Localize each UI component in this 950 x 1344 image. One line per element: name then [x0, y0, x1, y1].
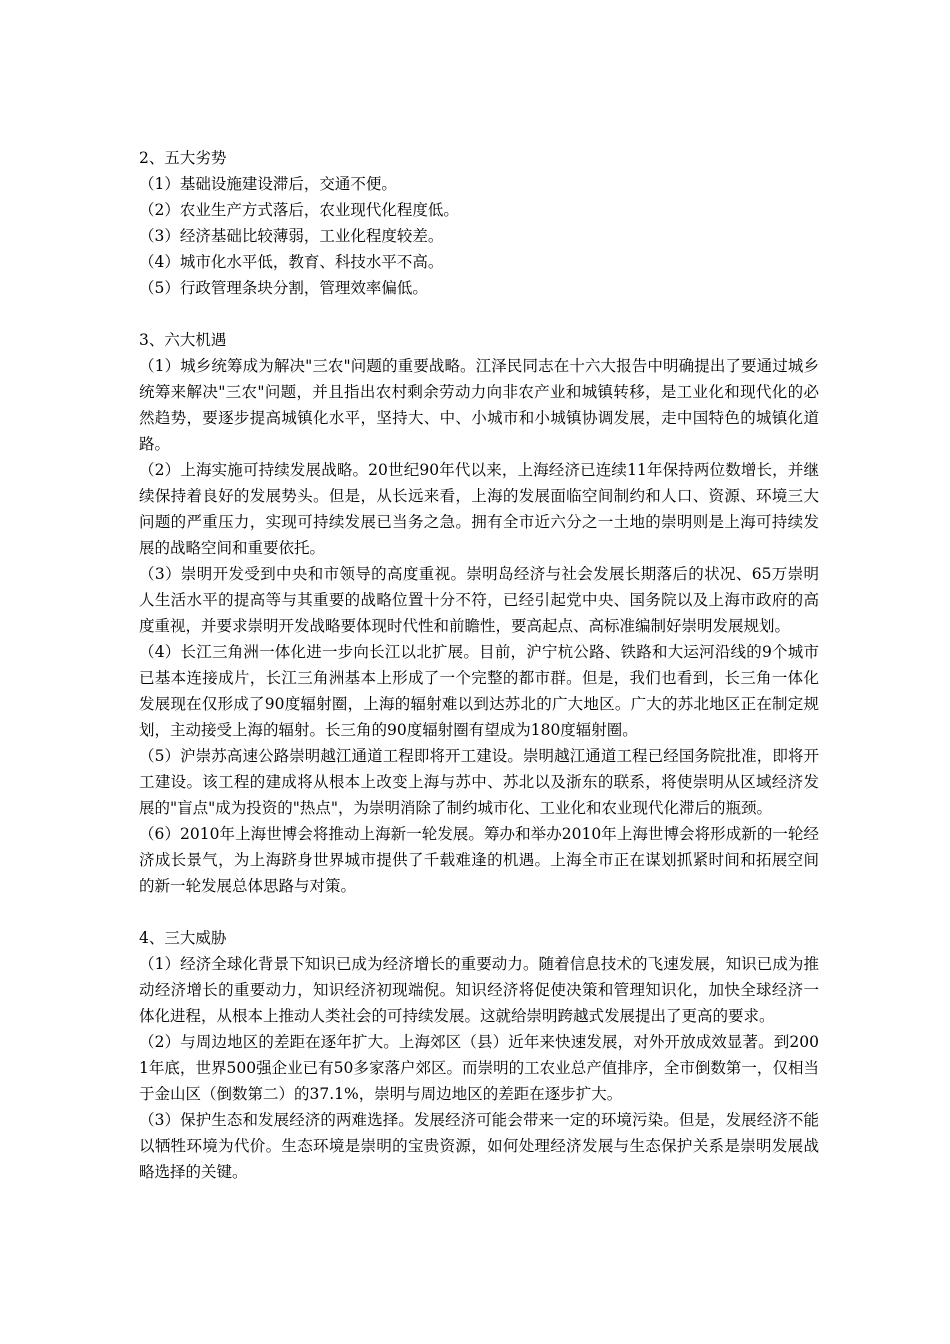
paragraph: （6）2010年上海世博会将推动上海新一轮发展。筹办和举办2010年上海世博会将形成新的一轮经济成长景气，为上海跻身世界城市提供了千载难逢的机遇。上海全市正在谋划抓紧时间和拓展空间的新一轮发展总体思路与对策。 — [139, 825, 819, 895]
paragraph: （3）保护生态和发展经济的两难选择。发展经济可能会带来一定的环境污染。但是，发展经济不能以牺牲环境为代价。生态环境是崇明的宝贵资源，如何处理经济发展与生态保护关系是崇明发展战略选择的关键。 — [139, 1111, 819, 1181]
section-heading: 3、六大机遇 — [139, 331, 227, 349]
section-weaknesses — [139, 145, 819, 301]
list-item: （3）经济基础比较薄弱，工业化程度较差。 — [139, 227, 444, 245]
list-item: （4）城市化水平低，教育、科技水平不高。 — [139, 253, 444, 271]
paragraph: （2）上海实施可持续发展战略。20世纪90年代以来，上海经济已连续11年保持两位数增长，并继续保持着良好的发展势头。但是，从长远来看，上海的发展面临空间制约和人口、资源、环境三大问题的严重压力，实现可持续发展已当务之急。拥有全市近六分之一土地的崇明则是上海可持续发展的战略空间和重要依托。 — [139, 461, 819, 557]
section-opportunities — [139, 327, 819, 899]
list-item: （5）行政管理条块分割，管理效率偏低。 — [139, 279, 428, 297]
section-heading: 4、三大威胁 — [139, 929, 227, 947]
paragraph: （4）长江三角洲一体化进一步向长江以北扩展。目前，沪宁杭公路、铁路和大运河沿线的9个城市已基本连接成片，长江三角洲基本上形成了一个完整的都市群。但是，我们也看到，长三角一体化发展现在仅形成了90度辐射圈，上海的辐射难以到达苏北的广大地区。广大的苏北地区正在制定规划，主动接受上海的辐射。长三角的90度辐射圈有望成为180度辐射圈。 — [139, 643, 819, 739]
section-threats — [139, 925, 819, 1185]
paragraph: （2）与周边地区的差距在逐年扩大。上海郊区（县）近年来快速发展，对外开放成效显著。到2001年底，世界500强企业已有50多家落户郊区。而崇明的工农业总产值排序，全市倒数第一，仅相当于金山区（倒数第二）的37.1%，崇明与周边地区的差距在逐步扩大。 — [139, 1033, 819, 1103]
paragraph: （1）经济全球化背景下知识已成为经济增长的重要动力。随着信息技术的飞速发展，知识已成为推动经济增长的重要动力，知识经济初现端倪。知识经济将促使决策和管理知识化，加快全球经济一体化进程，从根本上推动人类社会的可持续发展。这就给崇明跨越式发展提出了更高的要求。 — [139, 955, 819, 1025]
paragraph: （5）沪崇苏高速公路崇明越江通道工程即将开工建设。崇明越江通道工程已经国务院批准，即将开工建设。该工程的建成将从根本上改变上海与苏中、苏北以及浙东的联系，将使崇明从区域经济发展的"盲点"成为投资的"热点"，为崇明消除了制约城市化、工业化和农业现代化滞后的瓶颈。 — [139, 747, 819, 817]
paragraph: （3）崇明开发受到中央和市领导的高度重视。崇明岛经济与社会发展长期落后的状况、65万崇明人生活水平的提高等与其重要的战略位置十分不符，已经引起党中央、国务院以及上海市政府的高度重视，并要求崇明开发战略要体现时代性和前瞻性，要高起点、高标准编制好崇明发展规划。 — [139, 565, 819, 635]
section-heading: 2、五大劣势 — [139, 149, 227, 167]
list-item: （1）基础设施建设滞后，交通不便。 — [139, 175, 397, 193]
list-item: （2）农业生产方式落后，农业现代化程度低。 — [139, 201, 459, 219]
paragraph: （1）城乡统筹成为解决"三农"问题的重要战略。江泽民同志在十六大报告中明确提出了要通过城乡统筹来解决"三农"问题，并且指出农村剩余劳动力向非农产业和城镇转移，是工业化和现代化的必然趋势，要逐步提高城镇化水平，坚持大、中、小城市和小城镇协调发展，走中国特色的城镇化道路。 — [139, 357, 819, 453]
document-body — [139, 145, 819, 1185]
